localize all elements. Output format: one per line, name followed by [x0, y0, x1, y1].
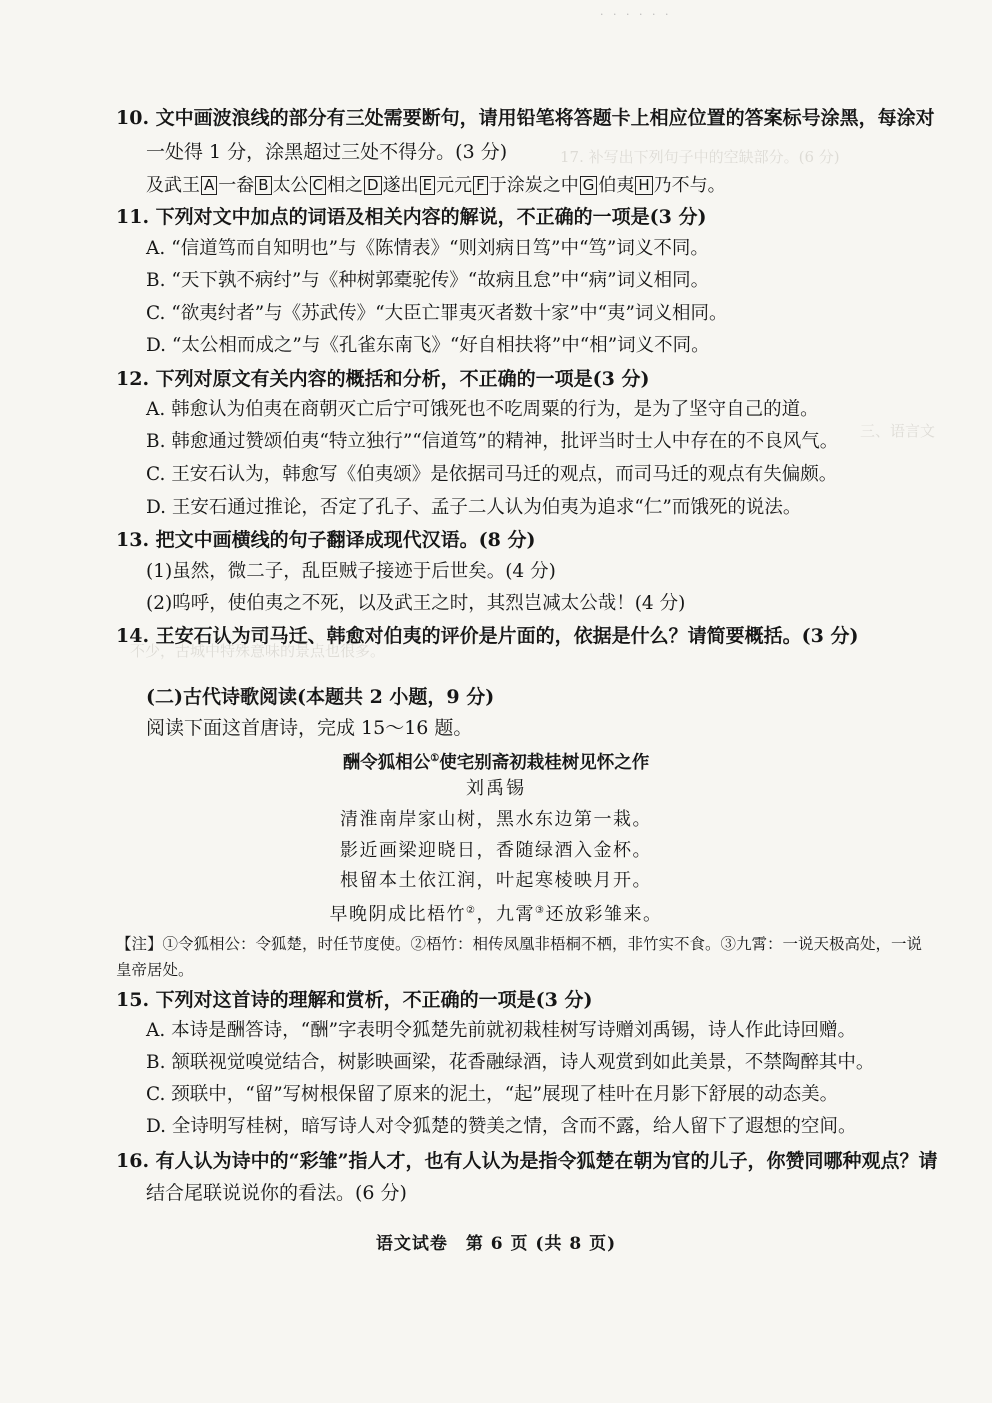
- option-d[interactable]: D. 王安石通过推论，否定了孔子、孟子二人认为伯夷为追求“仁”而饿死的说法。: [146, 497, 802, 518]
- option-d[interactable]: D. “太公相而成之”与《孔雀东南飞》“好自相扶将”中“相”词义不同。: [146, 335, 710, 356]
- option-a[interactable]: A. 韩愈认为伯夷在商朝灭亡后宁可饿死也不吃周粟的行为，是为了坚守自己的道。: [146, 399, 819, 420]
- answer-box-a[interactable]: A: [201, 176, 217, 195]
- option-d[interactable]: D. 全诗明写桂树，暗写诗人对令狐楚的赞美之情，含而不露，给人留下了遐想的空间。: [146, 1116, 857, 1137]
- question-11: 11. 下列对文中加点的词语及相关内容的解说，不正确的一项是(3 分): [116, 206, 707, 228]
- section-heading: (二)古代诗歌阅读(本题共 2 小题，9 分): [146, 686, 495, 708]
- scan-artifact: · · · · · ·: [600, 8, 672, 21]
- question-16-cont: 结合尾联说说你的看法。(6 分): [146, 1182, 407, 1204]
- page-footer: 语文试卷 第 6 页 (共 8 页): [375, 1234, 617, 1254]
- section-instruction: 阅读下面这首唐诗，完成 15～16 题。: [146, 717, 473, 739]
- option-b[interactable]: B. 韩愈通过赞颂伯夷“特立独行”“信道笃”的精神，批评当时士人中存在的不良风气。: [146, 431, 839, 452]
- bleed-through: 不少，古城中特殊意味的景点也很多。: [130, 642, 386, 660]
- answer-box-f[interactable]: F: [473, 176, 488, 195]
- bleed-through: 17. 补写出下列句子中的空缺部分。(6 分): [560, 148, 840, 166]
- poem-line: 根留本土依江润，叶起寒棱映月开。: [340, 870, 652, 891]
- answer-box-h[interactable]: H: [635, 176, 652, 195]
- poem-line: 影近画梁迎晓日，香随绿酒入金杯。: [340, 840, 652, 861]
- option-b[interactable]: B. 颔联视觉嗅觉结合，树影映画梁，花香融绿酒，诗人观赏到如此美景，不禁陶醉其中。: [146, 1052, 875, 1073]
- question-10-cont: 一处得 1 分，涂黑超过三处不得分。(3 分): [146, 141, 508, 163]
- sub-question-2: (2)呜呼，使伯夷之不死，以及武王之时，其烈岂减太公哉！(4 分): [146, 593, 686, 614]
- question-15: 15. 下列对这首诗的理解和赏析，不正确的一项是(3 分): [116, 989, 593, 1011]
- option-c[interactable]: C. 王安石认为，韩愈写《伯夷颂》是依据司马迁的观点，而司马迁的观点有失偏颇。: [146, 464, 838, 485]
- question-16: 16. 有人认为诗中的“彩雏”指人才，也有人认为是指令狐楚在朝为官的儿子，你赞同哪种观点？请: [116, 1150, 938, 1172]
- question-10: 10. 文中画波浪线的部分有三处需要断句，请用铅笔将答题卡上相应位置的答案标号涂黑，每涂对: [116, 107, 935, 129]
- option-b[interactable]: B. “天下孰不病纣”与《种树郭橐驼传》“故病且怠”中“病”词义相同。: [146, 270, 710, 291]
- question-14: 14. 王安石认为司马迁、韩愈对伯夷的评价是片面的，依据是什么？请简要概括。(3 分): [116, 625, 859, 647]
- sub-question-1: (1)虽然，微二子，乱臣贼子接迹于后世矣。(4 分): [146, 561, 556, 582]
- answer-box-d[interactable]: D: [364, 176, 382, 195]
- answer-box-b[interactable]: B: [255, 176, 271, 195]
- poem-line: 早晚阴成比梧竹②，九霄③还放彩雏来。: [329, 904, 663, 925]
- answer-box-g[interactable]: G: [580, 176, 598, 195]
- bleed-through: 三、语言文: [860, 422, 936, 440]
- option-a[interactable]: A. 本诗是酬答诗，“酬”字表明令狐楚先前就初栽桂树写诗赠刘禹锡，诗人作此诗回赠。: [146, 1020, 857, 1041]
- option-c[interactable]: C. 颈联中，“留”写树根保留了原来的泥土，“起”展现了桂叶在月影下舒展的动态美。: [146, 1084, 839, 1105]
- option-a[interactable]: A. “信道笃而自知明也”与《陈情表》“则刘病日笃”中“笃”词义不同。: [146, 238, 709, 259]
- poem-author: 刘禹锡: [466, 778, 526, 799]
- poem-line: 清淮南岸家山树，黑水东边第一栽。: [340, 809, 652, 830]
- question-12: 12. 下列对原文有关内容的概括和分析，不正确的一项是(3 分): [116, 368, 650, 390]
- answer-box-c[interactable]: C: [310, 176, 326, 195]
- poem-title: 酬令狐相公①使宅别斋初栽桂树见怀之作: [342, 752, 650, 773]
- answer-box-e[interactable]: E: [420, 176, 435, 195]
- option-c[interactable]: C. “欲夷纣者”与《苏武传》“大臣亡罪夷灭者数十家”中“夷”词义相同。: [146, 303, 728, 324]
- annotation: 【注】①令狐相公：令狐楚，时任节度使。②梧竹：相传凤凰非梧桐不栖，非竹实不食。③九霄：一说天极高处，一说: [116, 935, 923, 953]
- annotation-cont: 皇帝居处。: [116, 961, 194, 979]
- question-13: 13. 把文中画横线的句子翻译成现代汉语。(8 分): [116, 529, 536, 551]
- sentence-break-sequence: 及武王 A 一畚 B 太公 C 相之 D 遂出 E 元元 F 于涂炭之中 G 伯夷 H 乃不与。: [146, 175, 726, 196]
